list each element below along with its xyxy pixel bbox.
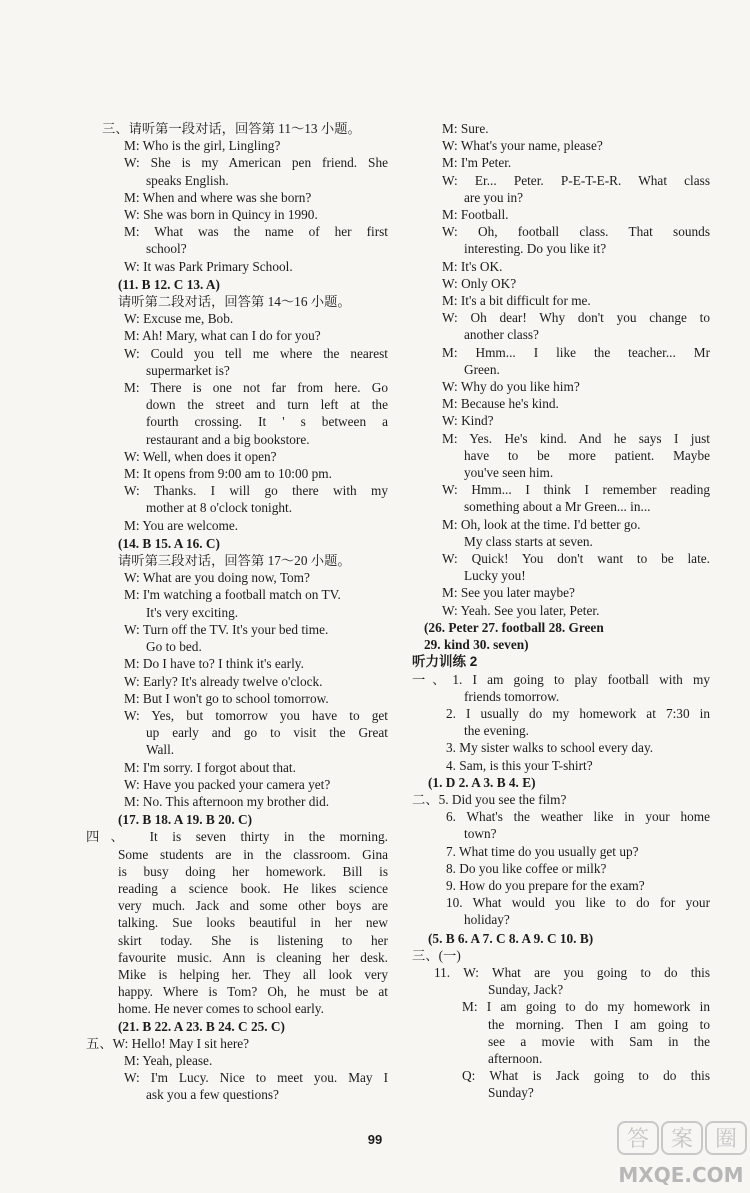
text-line: 9. How do you prepare for the exam? [446, 877, 645, 893]
text-line: W: Oh, football class. That sounds [442, 224, 710, 240]
text-line: reading a science book. He likes science [118, 880, 388, 896]
text-line: M: Ah! Mary, what can I do for you? [124, 328, 321, 344]
text-line: are you in? [464, 189, 524, 205]
text-line: favourite music. Ann is cleaning her desk. [118, 949, 388, 965]
text-line: you've seen him. [464, 465, 554, 481]
text-line: 三、请听第一段对话，回答第 11～13 小题。 [102, 121, 361, 136]
text-line: It's very exciting. [146, 604, 239, 620]
text-line: talking. Sue looks beautiful in her new [118, 915, 388, 931]
text-line: have to be more patient. Maybe [464, 447, 710, 463]
text-line: friends tomorrow. [464, 688, 560, 704]
text-line: M: I am going to do my homework in [462, 999, 710, 1015]
text-line: 请听第三段对话，回答第 17～20 小题。 [118, 553, 351, 569]
text-line: up early and go to visit the Great [146, 725, 388, 741]
text-line: M: It's OK. [442, 258, 503, 274]
text-line: 二、5. Did you see the film? [412, 791, 567, 807]
text-line: see a movie with Sam in the [488, 1033, 710, 1049]
text-line: the evening. [464, 723, 529, 739]
text-line: (11. B 12. C 13. A) [118, 276, 220, 292]
text-line: 6. What's the weather like in your home [446, 809, 710, 825]
text-line: M: No. This afternoon my brother did. [124, 793, 330, 809]
text-line: speaks English. [146, 172, 229, 188]
text-line: 四、 It is seven thirty in the morning. [86, 829, 388, 845]
text-line: (14. B 15. A 16. C) [118, 535, 220, 551]
text-line: another class? [464, 327, 539, 343]
text-line: 8. Do you like coffee or milk? [446, 860, 607, 876]
text-line: M: I'm sorry. I forgot about that. [124, 759, 296, 775]
text-line: W: What are you doing now, Tom? [124, 570, 310, 586]
text-line: W: Thanks. I will go there with my [124, 483, 388, 499]
watermark-logo-char-2: 案 [670, 1127, 694, 1152]
text-line: M: Who is the girl, Lingling? [124, 138, 281, 154]
text-line: M: It's a bit difficult for me. [442, 293, 591, 309]
text-line: W: Early? It's already twelve o'clock. [124, 673, 323, 689]
text-line: M: There is one not far from here. Go [124, 380, 388, 396]
text-line: M: Yes. He's kind. And he says I just [442, 430, 710, 446]
text-line: M: Football. [442, 207, 509, 223]
text-line: M: What was the name of her first [124, 224, 388, 240]
text-line: something about a Mr Green... in... [464, 499, 651, 515]
text-line: W: Oh dear! Why don't you change to [442, 310, 710, 326]
text-line: My class starts at seven. [464, 533, 593, 549]
text-line: Go to bed. [146, 639, 202, 655]
text-line: W: Could you tell me where the nearest [124, 345, 388, 361]
text-line: 3. My sister walks to school every day. [446, 740, 654, 756]
text-line: W: Turn off the TV. It's your bed time. [124, 621, 329, 637]
text-line: 五、W: Hello! May I sit here? [86, 1035, 250, 1051]
text-line: ask you a few questions? [146, 1087, 279, 1103]
text-line: M: Oh, look at the time. I'd better go. [442, 516, 641, 532]
text-line: holiday? [464, 912, 510, 928]
text-line: M: I'm watching a football match on TV. [124, 587, 341, 603]
text-line: 4. Sam, is this your T-shirt? [446, 757, 593, 773]
text-line: 7. What time do you usually get up? [446, 843, 639, 859]
watermark-logo-char-3: 圈 [714, 1127, 738, 1152]
text-line: M: But I won't go to school tomorrow. [124, 690, 329, 706]
text-line: (5. B 6. A 7. C 8. A 9. C 10. B) [428, 930, 594, 946]
watermark-text: MXQE.COM [618, 1163, 744, 1187]
watermark-logo-char-1: 答 [626, 1127, 650, 1152]
text-line: W: Hmm... I think I remember reading [442, 482, 710, 498]
right-column [412, 120, 710, 1102]
text-line: school? [146, 241, 187, 257]
text-line: happy. Where is Tom? Oh, he must be at [118, 984, 388, 1000]
text-line: M: See you later maybe? [442, 585, 575, 601]
text-line: Sunday? [488, 1085, 534, 1101]
text-line: W: She is my American pen friend. She [124, 155, 388, 171]
left-column [86, 120, 388, 1104]
text-line: Wall. [146, 742, 175, 758]
text-line: W: She was born in Quincy in 1990. [124, 207, 318, 223]
text-line: W: Er... Peter. P-E-T-E-R. What class [442, 172, 710, 188]
page-number: 99 [367, 1132, 383, 1147]
text-line: (26. Peter 27. football 28. Green [424, 619, 604, 635]
text-line: fourth crossing. It ' s between a [146, 414, 388, 430]
text-line: 11. W: What are you going to do this [434, 964, 710, 980]
text-line: W: Quick! You don't want to be late. [442, 551, 710, 567]
text-line: W: Excuse me, Bob. [124, 311, 234, 327]
text-line: M: When and where was she born? [124, 189, 312, 205]
text-line: M: Hmm... I like the teacher... Mr [442, 344, 710, 360]
text-line: W: Well, when does it open? [124, 448, 277, 464]
text-line: interesting. Do you like it? [464, 241, 607, 257]
text-line: Some students are in the classroom. Gina [118, 846, 388, 862]
text-line: skirt today. She is listening to her [118, 932, 388, 948]
text-line: M: Sure. [442, 121, 489, 136]
watermark-logo [612, 1118, 750, 1193]
text-line: mother at 8 o'clock tonight. [146, 500, 293, 516]
text-line: (1. D 2. A 3. B 4. E) [428, 774, 536, 790]
text-line: Sunday, Jack? [488, 982, 564, 998]
text-line: W: Yes, but tomorrow you have to get [124, 707, 388, 723]
text-line: restaurant and a big bookstore. [146, 431, 310, 447]
text-line: W: I'm Lucy. Nice to meet you. May I [124, 1070, 388, 1086]
text-line: M: Because he's kind. [442, 396, 559, 412]
text-line: 三、(一) [412, 947, 461, 963]
text-line: 请听第二段对话，回答第 14～16 小题。 [118, 294, 351, 310]
text-line: down the street and turn left at the [146, 397, 388, 413]
text-line: very much. Jack and some other boys are [118, 898, 388, 914]
text-line: Mike is helping her. They all look very [118, 966, 388, 982]
text-line: home. He never comes to school early. [118, 1001, 324, 1017]
text-line: W: Kind? [442, 413, 494, 429]
text-line: M: Yeah, please. [124, 1052, 213, 1068]
text-line: 10. What would you like to do for your [446, 895, 710, 911]
text-line: is busy doing her homework. Bill is [118, 863, 388, 879]
text-line: W: What's your name, please? [442, 138, 603, 154]
text-line: W: Why do you like him? [442, 379, 580, 395]
text-line: M: You are welcome. [124, 517, 239, 533]
text-line: (17. B 18. A 19. B 20. C) [118, 812, 253, 828]
text-line: Q: What is Jack going to do this [462, 1068, 710, 1084]
text-line: M: It opens from 9:00 am to 10:00 pm. [124, 466, 332, 482]
text-line: M: I'm Peter. [442, 155, 512, 171]
text-line: afternoon. [488, 1050, 543, 1066]
text-line: 29. kind 30. seven) [424, 637, 529, 653]
text-line: M: Do I have to? I think it's early. [124, 656, 304, 672]
text-line: W: Yeah. See you later, Peter. [442, 602, 600, 618]
text-line: 2. I usually do my homework at 7:30 in [446, 705, 710, 721]
text-line: W: Have you packed your camera yet? [124, 776, 331, 792]
text-line: Lucky you! [464, 568, 526, 584]
text-line: 一、1. I am going to play football with my [412, 671, 710, 687]
text-line: supermarket is? [146, 362, 230, 378]
text-line: town? [464, 826, 497, 842]
section-heading: 听力训练 2 [412, 654, 478, 670]
text-line: the morning. Then I am going to [488, 1016, 710, 1032]
text-line: (21. B 22. A 23. B 24. C 25. C) [118, 1018, 285, 1034]
text-line: Green. [464, 361, 500, 377]
text-line: W: Only OK? [442, 275, 517, 291]
text-line: W: It was Park Primary School. [124, 258, 293, 274]
